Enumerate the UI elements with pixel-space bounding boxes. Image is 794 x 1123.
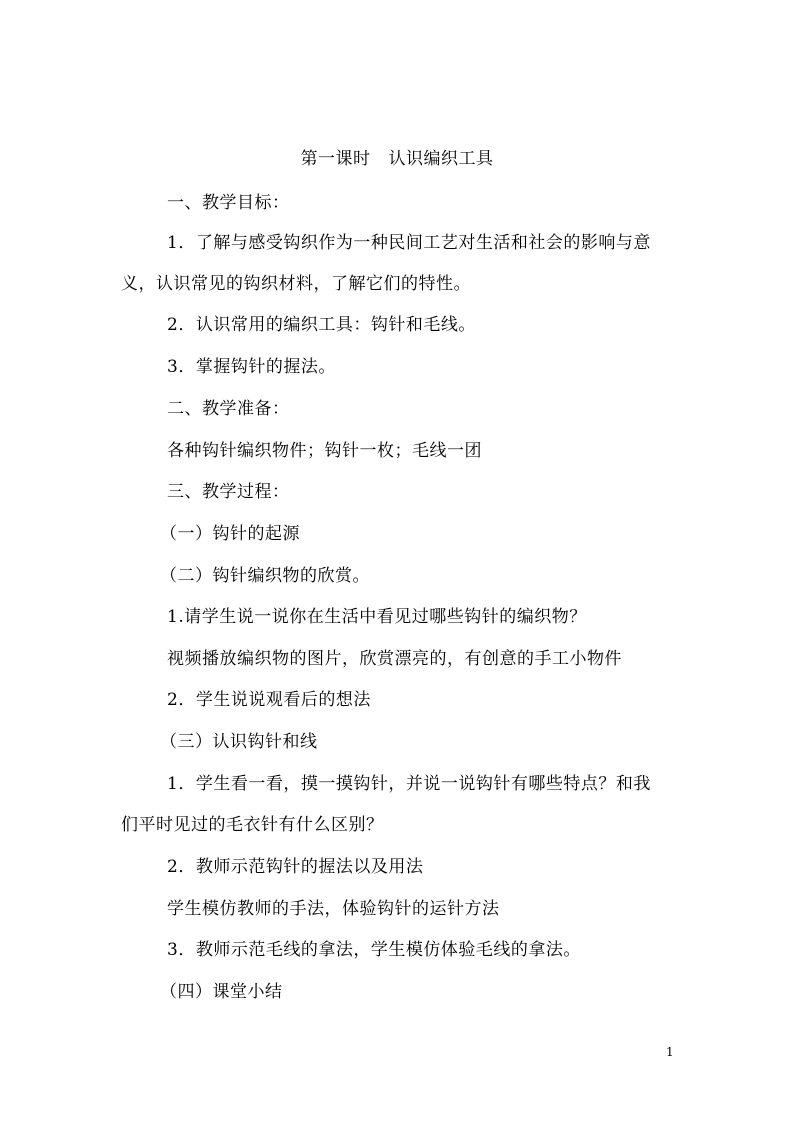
subsection-heading: （四）课堂小结 [160,982,283,1002]
paragraph-line: 3．教师示范毛线的拿法，学生模仿体验毛线的拿法。 [167,940,581,960]
paragraph-line: 们平时见过的毛衣针有什么区别？ [121,815,384,835]
paragraph-line: 2．教师示范钩针的握法以及用法 [167,857,424,877]
paragraph-line: 视频播放编织物的图片，欣赏漂亮的，有创意的手工小物件 [167,649,622,669]
paragraph-line: 3．掌握钩针的握法。 [167,357,336,377]
paragraph-line: 各种钩针编织物件；钩针一枚；毛线一团 [167,441,482,461]
paragraph-line: 1．学生看一看，摸一摸钩针，并说一说钩针有哪些特点？和我 [167,774,651,794]
paragraph-line: 2．认识常用的编织工具：钩针和毛线。 [167,315,476,335]
subsection-heading: （二）钩针编织物的欣赏。 [160,566,370,586]
subsection-heading: （一）钩针的起源 [160,524,300,544]
subsection-heading: （三）认识钩针和线 [160,732,318,752]
paragraph-line: 学生模仿教师的手法，体验钩针的运针方法 [167,899,500,919]
paragraph-line: 2．学生说说观看后的想法 [167,690,371,710]
paragraph-line: 义，认识常见的钩织材料，了解它们的特性。 [121,274,471,294]
paragraph-line: 1.请学生说一说你在生活中看见过哪些钩针的编织物？ [167,607,587,627]
section-heading-objectives: 一、教学目标： [167,193,290,213]
section-heading-preparation: 二、教学准备： [167,399,290,419]
page-title: 第一课时 认识编织工具 [300,149,494,169]
page-number: 1 [666,1045,674,1059]
paragraph-line: 1．了解与感受钩织作为一种民间工艺对生活和社会的影响与意 [167,233,651,253]
section-heading-process: 三、教学过程： [167,482,290,502]
